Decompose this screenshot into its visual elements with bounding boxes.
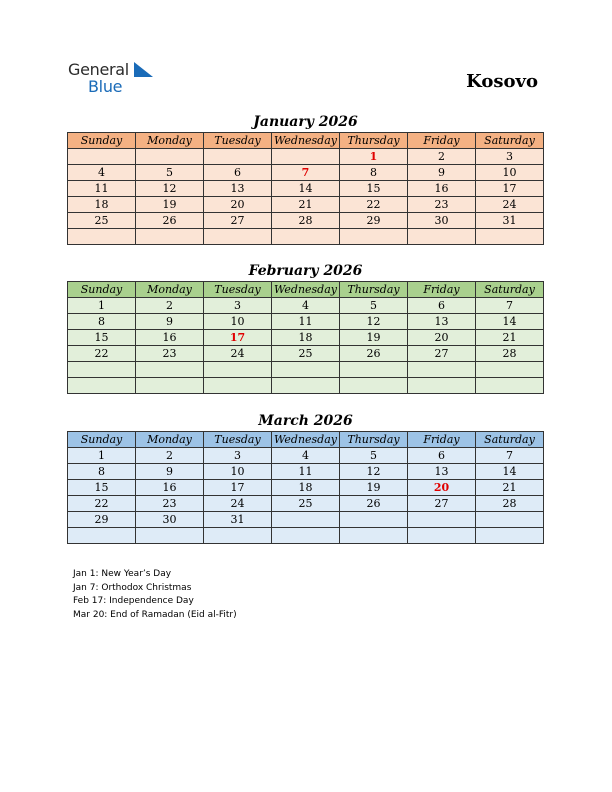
day-cell: 11 [272, 464, 340, 480]
week-row [68, 448, 544, 464]
empty-day-cell [272, 512, 340, 528]
month-title: January 2026 [253, 114, 358, 130]
day-cell: 20 [408, 330, 476, 346]
holiday-notes [73, 568, 237, 622]
day-cell: 17 [476, 181, 544, 197]
day-cell: 28 [272, 213, 340, 229]
week-row [68, 346, 544, 362]
day-cell: 9 [136, 314, 204, 330]
empty-day-cell [68, 229, 136, 245]
day-cell: 1 [68, 298, 136, 314]
day-cell: 2 [408, 149, 476, 165]
day-cell: 21 [476, 330, 544, 346]
empty-day-cell [408, 378, 476, 394]
day-cell: 29 [68, 512, 136, 528]
weekday-header: Friday [408, 133, 476, 149]
empty-day-cell [204, 149, 272, 165]
logo-triangle-icon [134, 62, 154, 78]
month-title: February 2026 [248, 263, 363, 279]
calendar-table [67, 281, 544, 394]
weekday-header: Wednesday [272, 133, 340, 149]
weekday-header: Friday [408, 282, 476, 298]
day-cell: 31 [204, 512, 272, 528]
day-cell: 7 [476, 448, 544, 464]
day-cell: 2 [136, 298, 204, 314]
empty-day-cell [272, 229, 340, 245]
week-row [68, 149, 544, 165]
empty-day-cell [340, 512, 408, 528]
day-cell: 29 [340, 213, 408, 229]
day-cell: 20 [204, 197, 272, 213]
weekday-header: Wednesday [272, 432, 340, 448]
empty-day-cell [476, 512, 544, 528]
weekday-header: Tuesday [204, 432, 272, 448]
empty-day-cell [68, 362, 136, 378]
empty-day-cell [476, 229, 544, 245]
day-cell: 5 [340, 448, 408, 464]
day-cell: 28 [476, 496, 544, 512]
day-cell: 5 [340, 298, 408, 314]
weekday-header: Saturday [476, 432, 544, 448]
day-cell: 14 [476, 314, 544, 330]
holiday-note: Mar 20: End of Ramadan (Eid al-Fitr) [73, 609, 237, 620]
empty-day-cell [136, 149, 204, 165]
weekday-header: Thursday [340, 133, 408, 149]
weekday-header-row [68, 432, 544, 448]
empty-day-cell [476, 362, 544, 378]
holiday-note: Feb 17: Independence Day [73, 596, 194, 606]
day-cell: 6 [204, 165, 272, 181]
day-cell: 16 [136, 330, 204, 346]
empty-day-cell [68, 149, 136, 165]
weekday-header: Tuesday [204, 133, 272, 149]
weekday-header-row [68, 133, 544, 149]
month-title: March 2026 [258, 413, 353, 429]
day-cell: 6 [408, 298, 476, 314]
logo-text-general: General [68, 60, 129, 79]
day-cell: 3 [204, 298, 272, 314]
weekday-header: Sunday [68, 133, 136, 149]
day-cell: 11 [68, 181, 136, 197]
month-february [67, 261, 544, 394]
empty-day-cell [408, 512, 476, 528]
day-cell: 5 [136, 165, 204, 181]
weekday-header: Saturday [476, 133, 544, 149]
day-cell: 22 [68, 346, 136, 362]
day-cell: 27 [408, 496, 476, 512]
week-row [68, 213, 544, 229]
empty-day-cell [272, 528, 340, 544]
week-row [68, 229, 544, 245]
day-cell: 9 [136, 464, 204, 480]
day-cell: 15 [68, 480, 136, 496]
day-cell: 13 [204, 181, 272, 197]
day-cell: 15 [340, 181, 408, 197]
holiday-day-cell: 17 [204, 330, 272, 346]
empty-day-cell [204, 362, 272, 378]
day-cell: 24 [204, 346, 272, 362]
day-cell: 31 [476, 213, 544, 229]
week-row [68, 480, 544, 496]
month-january [67, 112, 544, 245]
week-row [68, 362, 544, 378]
day-cell: 3 [204, 448, 272, 464]
week-row [68, 298, 544, 314]
day-cell: 9 [408, 165, 476, 181]
empty-day-cell [340, 362, 408, 378]
day-cell: 21 [272, 197, 340, 213]
weekday-header-row [68, 282, 544, 298]
day-cell: 21 [476, 480, 544, 496]
day-cell: 22 [68, 496, 136, 512]
empty-day-cell [136, 528, 204, 544]
empty-day-cell [272, 149, 340, 165]
day-cell: 24 [476, 197, 544, 213]
empty-day-cell [204, 229, 272, 245]
empty-day-cell [340, 229, 408, 245]
calendar-table [67, 132, 544, 245]
day-cell: 16 [136, 480, 204, 496]
day-cell: 10 [476, 165, 544, 181]
day-cell: 2 [136, 448, 204, 464]
day-cell: 6 [408, 448, 476, 464]
empty-day-cell [408, 528, 476, 544]
empty-day-cell [68, 378, 136, 394]
day-cell: 1 [68, 448, 136, 464]
day-cell: 22 [340, 197, 408, 213]
empty-day-cell [136, 362, 204, 378]
week-row [68, 314, 544, 330]
day-cell: 18 [68, 197, 136, 213]
week-row [68, 181, 544, 197]
empty-day-cell [136, 378, 204, 394]
day-cell: 10 [204, 314, 272, 330]
day-cell: 23 [408, 197, 476, 213]
day-cell: 28 [476, 346, 544, 362]
empty-day-cell [272, 362, 340, 378]
week-row [68, 512, 544, 528]
empty-day-cell [204, 528, 272, 544]
week-row [68, 165, 544, 181]
day-cell: 18 [272, 330, 340, 346]
day-cell: 25 [68, 213, 136, 229]
day-cell: 12 [340, 464, 408, 480]
day-cell: 11 [272, 314, 340, 330]
weekday-header: Friday [408, 432, 476, 448]
day-cell: 4 [272, 298, 340, 314]
week-row [68, 496, 544, 512]
day-cell: 14 [476, 464, 544, 480]
weekday-header: Thursday [340, 432, 408, 448]
weekday-header: Monday [136, 282, 204, 298]
weekday-header: Wednesday [272, 282, 340, 298]
day-cell: 13 [408, 464, 476, 480]
empty-day-cell [408, 362, 476, 378]
month-march [67, 411, 544, 544]
day-cell: 10 [204, 464, 272, 480]
day-cell: 25 [272, 346, 340, 362]
day-cell: 4 [68, 165, 136, 181]
day-cell: 25 [272, 496, 340, 512]
day-cell: 19 [136, 197, 204, 213]
day-cell: 8 [68, 464, 136, 480]
day-cell: 15 [68, 330, 136, 346]
weekday-header: Thursday [340, 282, 408, 298]
empty-day-cell [204, 378, 272, 394]
empty-day-cell [340, 378, 408, 394]
day-cell: 27 [204, 213, 272, 229]
day-cell: 19 [340, 480, 408, 496]
week-row [68, 528, 544, 544]
day-cell: 8 [68, 314, 136, 330]
holiday-note: Jan 1: New Year’s Day [73, 569, 172, 579]
weekday-header: Sunday [68, 432, 136, 448]
holiday-note: Jan 7: Orthodox Christmas [73, 582, 192, 593]
day-cell: 14 [272, 181, 340, 197]
day-cell: 3 [476, 149, 544, 165]
week-row [68, 464, 544, 480]
day-cell: 24 [204, 496, 272, 512]
empty-day-cell [136, 229, 204, 245]
day-cell: 12 [340, 314, 408, 330]
week-row [68, 197, 544, 213]
day-cell: 7 [476, 298, 544, 314]
day-cell: 4 [272, 448, 340, 464]
weekday-header: Monday [136, 432, 204, 448]
empty-day-cell [340, 528, 408, 544]
day-cell: 12 [136, 181, 204, 197]
empty-day-cell [272, 378, 340, 394]
holiday-day-cell: 1 [340, 149, 408, 165]
day-cell: 23 [136, 346, 204, 362]
weekday-header: Tuesday [204, 282, 272, 298]
day-cell: 8 [340, 165, 408, 181]
country-title: Kosovo [466, 71, 538, 92]
empty-day-cell [408, 229, 476, 245]
day-cell: 26 [340, 346, 408, 362]
day-cell: 27 [408, 346, 476, 362]
day-cell: 13 [408, 314, 476, 330]
weekday-header: Saturday [476, 282, 544, 298]
empty-day-cell [68, 528, 136, 544]
logo-text-blue: Blue [88, 77, 123, 96]
weekday-header: Sunday [68, 282, 136, 298]
day-cell: 19 [340, 330, 408, 346]
holiday-day-cell: 20 [408, 480, 476, 496]
empty-day-cell [476, 528, 544, 544]
day-cell: 23 [136, 496, 204, 512]
day-cell: 26 [136, 213, 204, 229]
day-cell: 30 [408, 213, 476, 229]
empty-day-cell [476, 378, 544, 394]
day-cell: 26 [340, 496, 408, 512]
logo [68, 60, 168, 96]
weekday-header: Monday [136, 133, 204, 149]
calendar-table [67, 431, 544, 544]
day-cell: 16 [408, 181, 476, 197]
day-cell: 30 [136, 512, 204, 528]
day-cell: 17 [204, 480, 272, 496]
day-cell: 18 [272, 480, 340, 496]
week-row [68, 378, 544, 394]
week-row [68, 330, 544, 346]
holiday-day-cell: 7 [272, 165, 340, 181]
